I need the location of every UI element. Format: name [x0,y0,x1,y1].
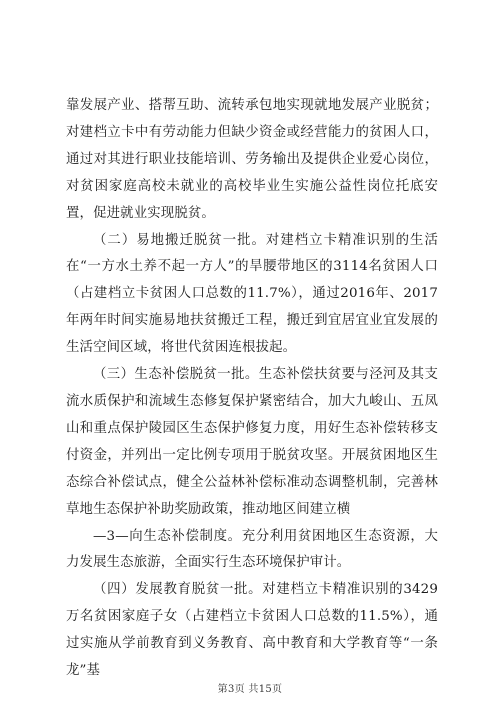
paragraph-ecological-continuation: —3—向生态补偿制度。充分利用贫困地区生态资源，大力发展生态旅游，全面实行生态环境保护审计。 [66,528,438,571]
paragraph-relocation: （二）易地搬迁脱贫一批。对建档立卡精准识别的生活在“一方水土养不起一方人”的旱腰带地区的3114名贫困人口（占建档立卡贫困人口总数的11.7%），通过2016年、2017年两年时间实施易地扶贫搬迁工程，搬迁到宜居宜业宜发展的生活空间区域，将世代贫困连根拔起。 [66,232,438,356]
paragraph-education: （四）发展教育脱贫一批。对建档立卡精准识别的3429万名贫困家庭子女（占建档立卡贫困人口总数的11.5%），通过实施从学前教育到义务教育、高中教育和大学教育等“一条龙”基 [66,582,438,679]
page-number-footer: 第3页 共15页 [217,684,283,695]
paragraph-employment: 靠发展产业、搭帮互助、流转承包地实现就地发展产业脱贫；对建档立卡中有劳动能力但缺少资金或经营能力的贫困人口，通过对其进行职业技能培训、劳务输出及提供企业爱心岗位，对贫困家庭高校未就业的高校毕业生实施公益性岗位托底安置，促进就业实现脱贫。 [66,98,438,221]
document-body [66,93,438,685]
paragraph-ecological-compensation: （三）生态补偿脱贫一批。生态补偿扶贫要与泾河及其支流水质保护和流域生态修复保护紧密结合，加大九峻山、五凤山和重点保护陵园区生态保护修复力度，用好生态补偿转移支付资金，并列出一定比例专项用于脱贫攻坚。开展贫困地区生态综合补偿试点，健全公益林补偿标准动态调整机制，完善林草地生态保护补助奖励政策，推动地区间建立横 [66,367,438,517]
